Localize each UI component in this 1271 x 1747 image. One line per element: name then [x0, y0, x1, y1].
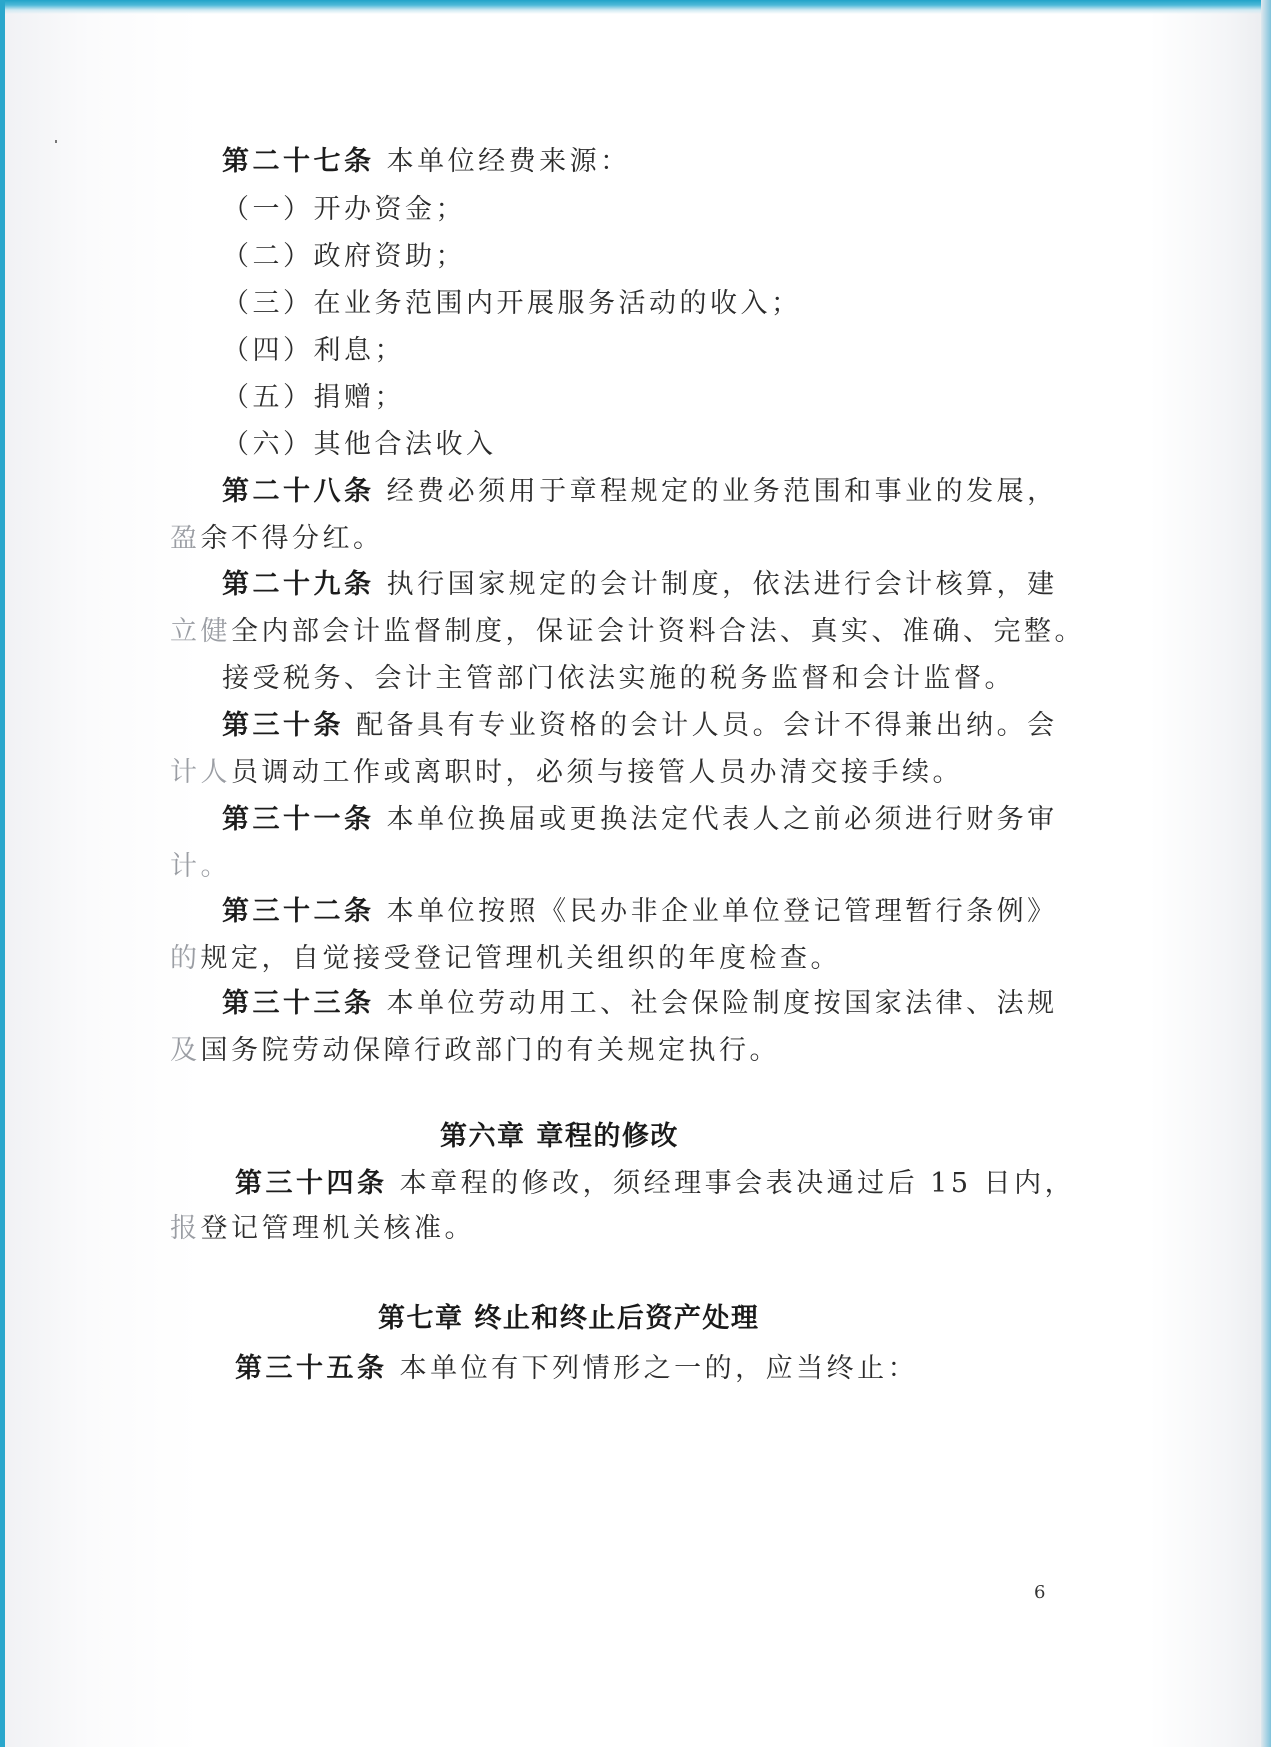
article-27-line-1 [222, 145, 631, 179]
article-30-line-1: 第三十条 配备具有专业资格的会计人员。会计不得兼出纳。会 [222, 710, 1058, 741]
article-34-heading: 第三十四条 [235, 1168, 388, 1199]
article-31-heading: 第三十一条 [222, 804, 375, 835]
article-33-line-2: 及国务院劳动保障行政部门的有关规定执行。 [170, 1035, 780, 1066]
scan-edge-right [1261, 0, 1271, 1747]
article-27-text: 本单位经费来源： [386, 146, 631, 177]
article-32-line-1: 第三十二条 本单位按照《民办非企业单位登记管理暂行条例》 [222, 896, 1058, 927]
article-34-line-1: 第三十四条 本章程的修改，须经理事会表决通过后 15 日内， [235, 1168, 1076, 1199]
article-29-line-2: 立健全内部会计监督制度，保证会计资料合法、真实、准确、完整。 [170, 616, 1085, 647]
article-33-heading: 第三十三条 [222, 988, 375, 1019]
article-33-line-1: 第三十三条 本单位劳动用工、社会保险制度按国家法律、法规 [222, 988, 1058, 1019]
article-28-line-2: 盈余不得分红。 [170, 523, 384, 554]
article-27-item-1: （一）开办资金； [222, 194, 466, 225]
article-27-item-2: （二）政府资助； [222, 241, 466, 272]
article-28-heading: 第二十八条 [222, 476, 375, 507]
article-27-heading: 第二十七条 [222, 146, 375, 177]
article-27-item-3: （三）在业务范围内开展服务活动的收入； [222, 288, 802, 319]
article-27-item-4: （四）利息； [222, 335, 405, 366]
article-27-item-5: （五）捐赠； [222, 382, 405, 413]
article-29-line-1: 第二十九条 执行国家规定的会计制度，依法进行会计核算，建 [222, 569, 1058, 600]
scan-edge-top [0, 0, 1271, 14]
article-30-heading: 第三十条 [222, 710, 344, 741]
scan-speck [55, 140, 57, 143]
article-27-item-6: （六）其他合法收入 [222, 429, 497, 460]
article-30-line-2: 计人员调动工作或离职时，必须与接管人员办清交接手续。 [170, 757, 963, 788]
page-number: 6 [1034, 1582, 1046, 1603]
article-32-line-2: 的规定，自觉接受登记管理机关组织的年度检查。 [170, 943, 841, 974]
article-29-line-3: 接受税务、会计主管部门依法实施的税务监督和会计监督。 [222, 663, 1015, 694]
chapter-7-title: 第七章 终止和终止后资产处理 [378, 1303, 760, 1334]
article-35-line-1: 第三十五条 本单位有下列情形之一的，应当终止： [235, 1353, 919, 1384]
article-31-line-1: 第三十一条 本单位换届或更换法定代表人之前必须进行财务审 [222, 804, 1058, 835]
article-29-heading: 第二十九条 [222, 569, 375, 600]
article-32-heading: 第三十二条 [222, 896, 375, 927]
scan-edge-left [0, 0, 5, 1747]
article-34-line-2: 报登记管理机关核准。 [170, 1213, 475, 1244]
article-35-heading: 第三十五条 [235, 1353, 388, 1384]
chapter-6-title: 第六章 章程的修改 [440, 1121, 679, 1152]
article-28-line-1: 第二十八条 经费必须用于章程规定的业务范围和事业的发展， [222, 476, 1058, 507]
article-31-line-2: 计。 [170, 851, 231, 882]
